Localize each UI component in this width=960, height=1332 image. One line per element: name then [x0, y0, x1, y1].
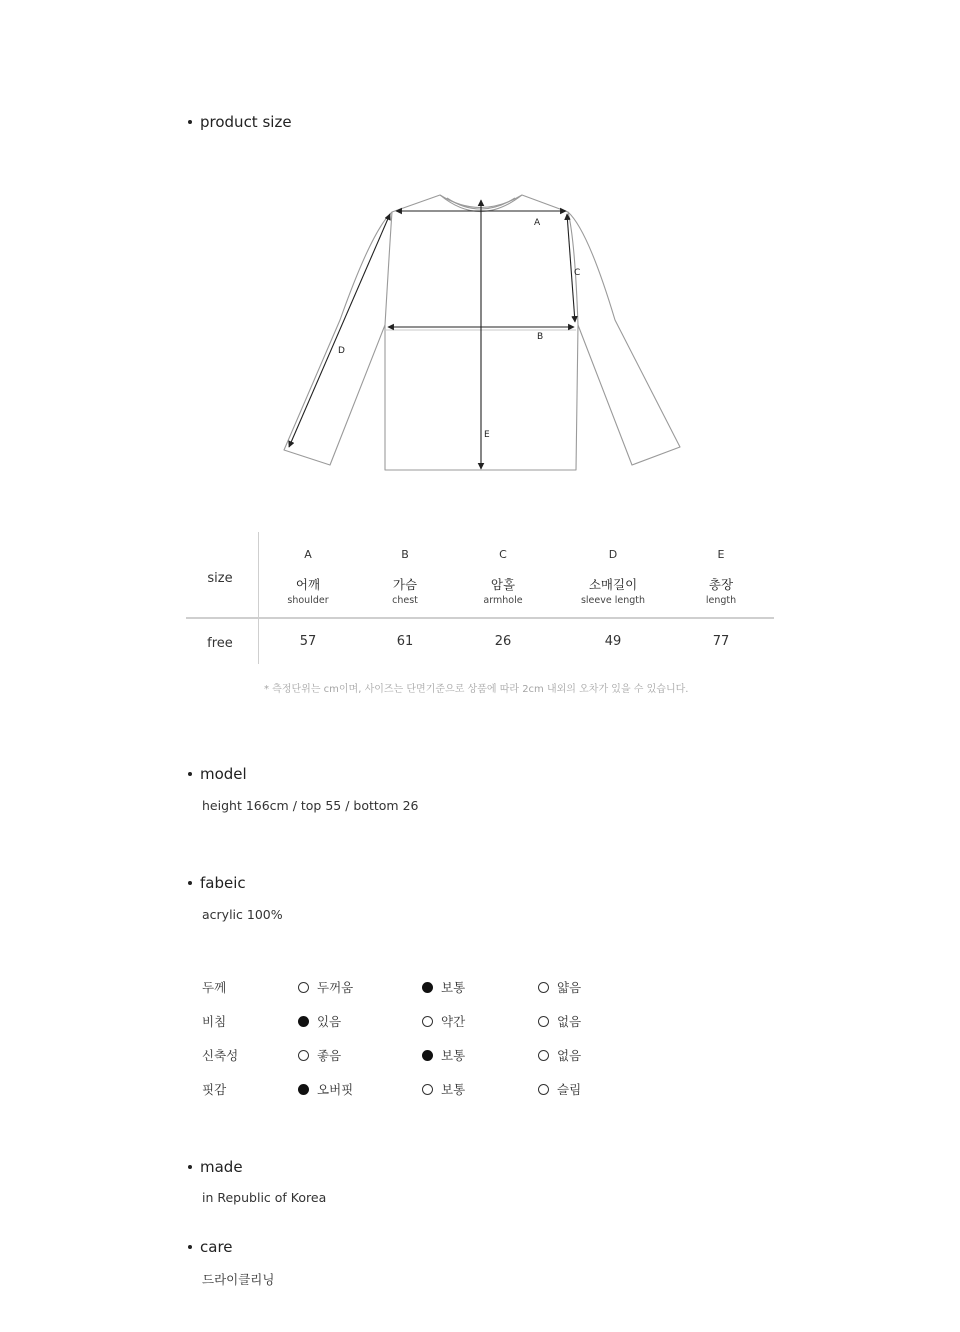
measure-c-label: C — [574, 268, 581, 278]
attribute-option — [422, 978, 465, 996]
radio-empty-icon — [538, 1050, 549, 1061]
model-info: height 166cm / top 55 / bottom 26 — [202, 798, 419, 813]
model-heading — [188, 765, 247, 783]
column-name-ko: 어깨 — [295, 577, 321, 592]
attribute-option-label: 오버핏 — [317, 1082, 354, 1097]
attribute-row — [202, 1080, 702, 1098]
attribute-option — [538, 1080, 581, 1098]
column-letter: D — [608, 548, 618, 561]
attribute-option — [298, 1012, 341, 1030]
bullet-icon — [188, 881, 192, 885]
attribute-option — [538, 1046, 581, 1064]
measure-d-label: D — [338, 346, 345, 356]
attribute-option — [298, 978, 353, 996]
radio-empty-icon — [298, 1050, 309, 1061]
size-row-label: free — [207, 636, 233, 651]
attribute-option-label: 보통 — [441, 980, 466, 995]
attribute-option-label: 두꺼움 — [317, 980, 354, 995]
right-sleeve-outline — [568, 212, 680, 465]
attribute-option — [422, 1012, 465, 1030]
model-title: model — [200, 765, 247, 783]
bullet-icon — [188, 1165, 192, 1169]
attribute-row — [202, 978, 702, 996]
fabric-info: acrylic 100% — [202, 907, 283, 922]
column-name-ko: 암홀 — [490, 577, 516, 592]
attribute-option-label: 약간 — [441, 1014, 466, 1029]
care-title: care — [200, 1238, 233, 1256]
left-sleeve-outline — [284, 212, 392, 465]
attribute-option-label: 보통 — [441, 1048, 466, 1063]
column-value: 77 — [712, 634, 730, 649]
column-name-en: chest — [392, 595, 418, 606]
made-title: made — [200, 1158, 243, 1176]
table-divider-vertical — [258, 532, 259, 664]
product-size-title: product size — [200, 113, 292, 131]
attribute-label: 핏감 — [202, 1082, 227, 1097]
care-info: 드라이클리닝 — [202, 1272, 275, 1287]
attribute-option-label: 없음 — [557, 1014, 582, 1029]
column-name-en: sleeve length — [580, 595, 646, 606]
attribute-option-label: 없음 — [557, 1048, 582, 1063]
column-letter: A — [304, 548, 312, 561]
radio-filled-icon — [422, 1050, 433, 1061]
attribute-option — [422, 1080, 465, 1098]
column-name-en: shoulder — [287, 595, 329, 606]
fabric-title: fabeic — [200, 874, 246, 892]
attribute-label: 신축성 — [202, 1048, 239, 1063]
size-header-label: size — [207, 571, 233, 586]
column-value: 49 — [604, 634, 622, 649]
column-name-ko: 총장 — [708, 577, 734, 592]
care-heading — [188, 1238, 233, 1256]
fabric-heading — [188, 874, 246, 892]
attribute-option-label: 좋음 — [317, 1048, 342, 1063]
measurement-note: * 측정단위는 cm이며, 사이즈는 단면기준으로 상품에 따라 2cm 내외의 오차가 있을 수 있습니다. — [264, 684, 689, 695]
table-divider-horizontal — [186, 617, 774, 619]
bullet-icon — [188, 772, 192, 776]
attribute-option-label: 슬림 — [557, 1082, 582, 1097]
column-value: 26 — [494, 634, 512, 649]
attribute-label: 두께 — [202, 980, 227, 995]
radio-filled-icon — [298, 1016, 309, 1027]
column-value: 57 — [299, 634, 317, 649]
column-name-ko: 가슴 — [392, 577, 418, 592]
radio-empty-icon — [538, 1084, 549, 1095]
attribute-option — [538, 978, 581, 996]
column-name-ko: 소매길이 — [588, 577, 638, 592]
measure-a-label: A — [534, 218, 541, 228]
bullet-icon — [188, 1245, 192, 1249]
radio-empty-icon — [298, 982, 309, 993]
attribute-option-label: 있음 — [317, 1014, 342, 1029]
column-letter: B — [401, 548, 409, 561]
radio-empty-icon — [538, 982, 549, 993]
attribute-option-label: 보통 — [441, 1082, 466, 1097]
measure-e-label: E — [484, 430, 490, 440]
column-letter: C — [499, 548, 507, 561]
radio-filled-icon — [422, 982, 433, 993]
attribute-option — [422, 1046, 465, 1064]
made-heading — [188, 1158, 243, 1176]
attribute-option-label: 얇음 — [557, 980, 582, 995]
column-name-en: length — [705, 595, 737, 606]
radio-empty-icon — [422, 1084, 433, 1095]
measure-b-label: B — [537, 332, 544, 342]
measure-d-line — [289, 214, 390, 447]
column-letter: E — [717, 548, 725, 561]
size-table — [186, 532, 774, 664]
radio-empty-icon — [538, 1016, 549, 1027]
attribute-option — [298, 1080, 353, 1098]
attribute-option — [538, 1012, 581, 1030]
radio-filled-icon — [298, 1084, 309, 1095]
column-name-en: armhole — [483, 595, 523, 606]
column-value: 61 — [396, 634, 414, 649]
attribute-row — [202, 1012, 702, 1030]
radio-empty-icon — [422, 1016, 433, 1027]
attribute-row — [202, 1046, 702, 1064]
attribute-label: 비침 — [202, 1014, 227, 1029]
garment-diagram — [0, 0, 960, 520]
made-info: in Republic of Korea — [202, 1190, 327, 1205]
attribute-option — [298, 1046, 341, 1064]
